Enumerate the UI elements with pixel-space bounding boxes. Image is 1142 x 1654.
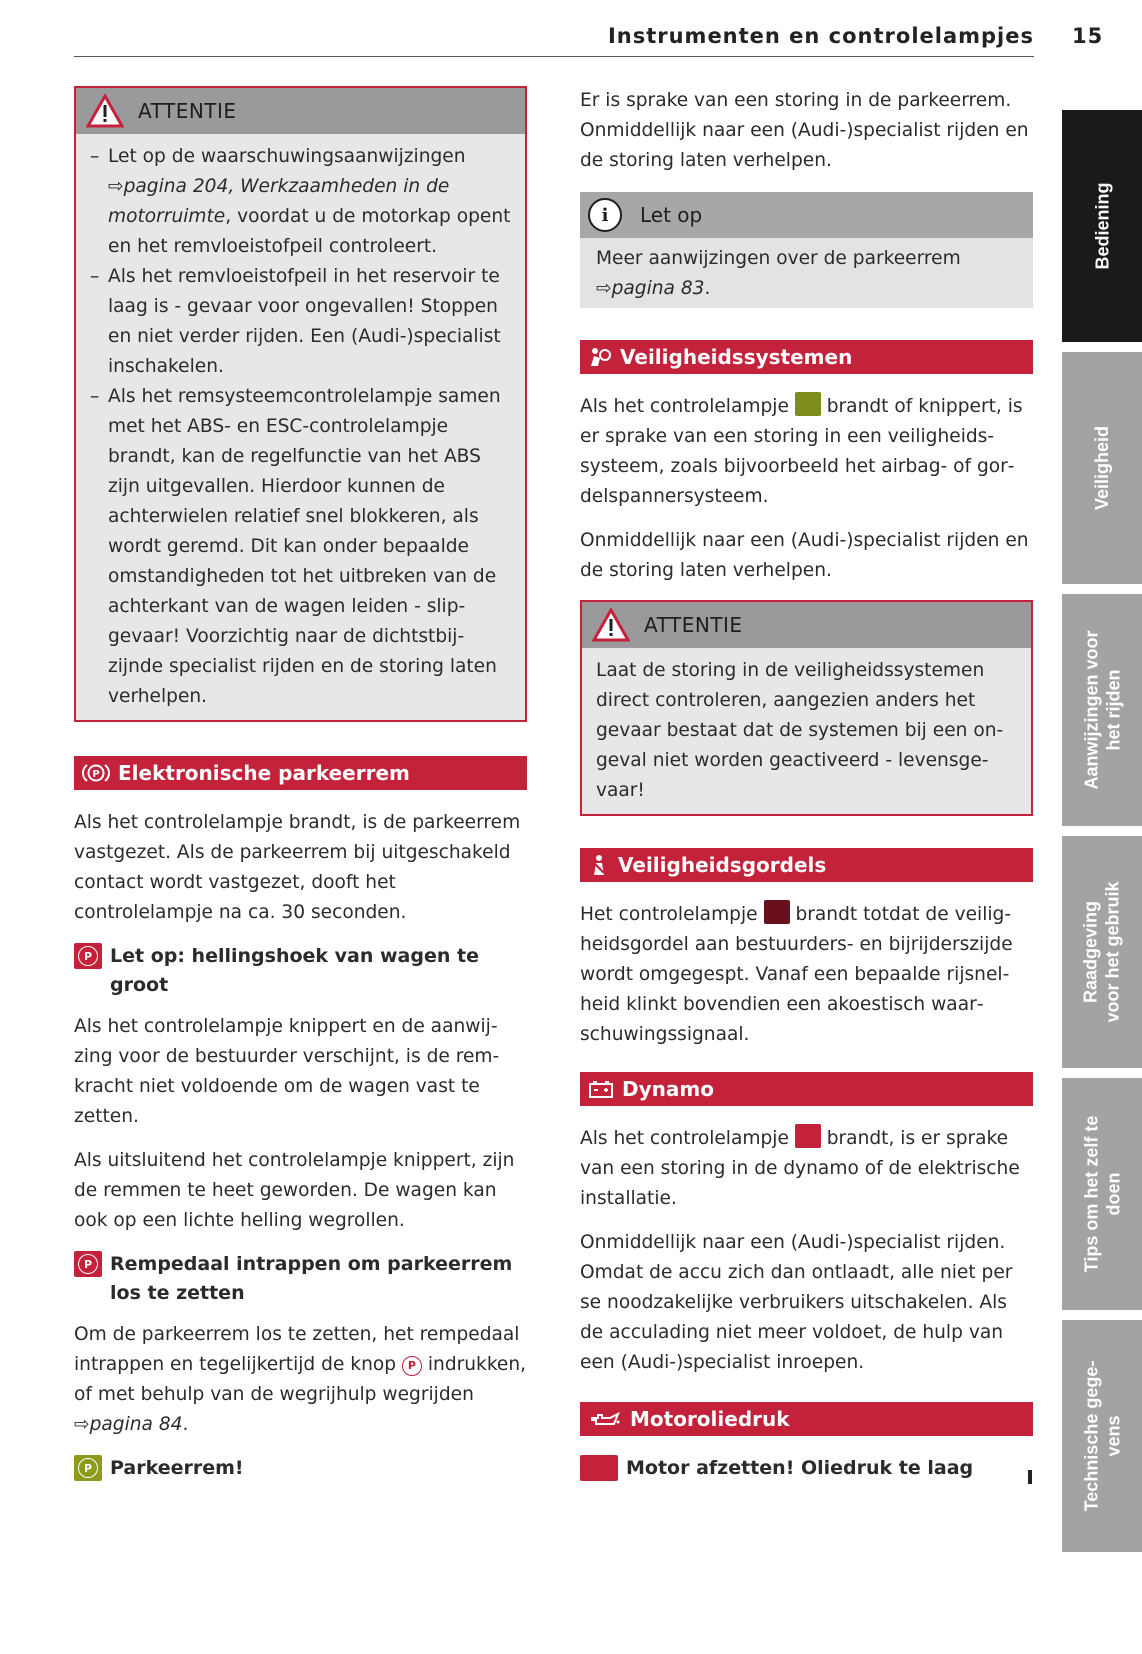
svg-text:P: P [92, 769, 100, 780]
subheading-text: Rempedaal intrappen om parkeerrem los te zetten [110, 1253, 513, 1304]
right-column [580, 86, 1033, 1495]
warning-body: Laat de storing in de veiligheidssystemen direct controleren, aangezien anders het gevaar bestaat dat de systemen bij een ongeval niet worden geactiveerd - levensgevaar! [596, 660, 1004, 801]
note-label: Let op [640, 203, 703, 227]
page-number: 15 [1072, 24, 1104, 48]
info-icon: i [588, 198, 622, 232]
page-reference-link[interactable]: ⇨pagina 204, Werkzaamheden in de motorruimte [108, 176, 450, 227]
warning-label: ATTENTIE [138, 99, 237, 123]
left-column [74, 86, 527, 1495]
paragraph-text: brandt, is er sprake van een storing in de dynamo of de elektrische installatie. [580, 1128, 1020, 1209]
parking-brake-lamp-icon: P [74, 1455, 102, 1481]
header-title: Instrumenten en controlelampjes [607, 24, 1034, 48]
paragraph: Onmiddellijk naar een (Audi-)specialist rijden en de storing laten verhelpen. [580, 530, 1029, 581]
paragraph-text: Als het controlelampje [580, 396, 789, 417]
tab-label: Technische gege- [1081, 1360, 1101, 1512]
section-title: Motoroliedruk [630, 1407, 790, 1431]
tab-tips[interactable] [1062, 1078, 1142, 1310]
warning-header [582, 602, 1031, 648]
tab-label: doen [1103, 1172, 1124, 1216]
tab-label: het rijden [1103, 669, 1124, 751]
seatbelt-lamp-icon [764, 900, 790, 924]
section-header-parking-brake [74, 756, 527, 790]
tab-raadgeving[interactable] [1062, 836, 1142, 1068]
paragraph: Als het controlelampje knippert en de aanwijzing voor de bestuurder verschijnt, is de remkracht niet voldoende om de wagen vast te zetten. [74, 1016, 500, 1127]
oil-can-icon [588, 1410, 622, 1428]
subheading-text: Parkeerrem! [110, 1457, 244, 1479]
warning-triangle-icon [592, 608, 630, 642]
tab-veiligheid[interactable] [1062, 352, 1142, 584]
airbag-lamp-icon [795, 392, 821, 416]
section-header-safety-systems [580, 340, 1033, 374]
warning-item: – Als het remvloeistofpeil in het reservoir te laag is - gevaar voor ongevallen! Stoppen en niet verder rijden. Een (Audi-)specialist inschakelen. [90, 262, 511, 382]
warning-label: ATTENTIE [644, 613, 743, 637]
page-reference-link[interactable]: ⇨pagina 83 [596, 278, 705, 299]
paragraph-text: Het controlelampje [580, 904, 758, 925]
subheading-text: Motor afzetten! Oliedruk te laag [626, 1457, 974, 1479]
warning-item: – Als het remsysteemcontrolelampje samen met het ABS- en ESC-controlelampje brandt, kan de regelfunctie van het ABS zijn uitgevallen. Hierdoor kunnen de achterwielen relatief snel blokkeren, als wordt geremd. Dit kan onder bepaalde omstandigheden tot het uitbreken van de achterkant van de wagen leiden - slipgevaar! Voorzichtig naar de dichtstbijzijnde specialist rijden en de storing laten verhelpen. [90, 382, 511, 712]
tab-label: Tips om het zelf te [1081, 1115, 1102, 1273]
section-header-oil-pressure [580, 1402, 1033, 1436]
warning-header [76, 88, 525, 134]
subheading-text: Let op: hellingshoek van wagen te groot [110, 945, 479, 996]
warning-item-text: Let op de waarschuwingsaanwijzingen [108, 146, 466, 167]
page-header [74, 22, 1034, 57]
section-header-seat-belts [580, 848, 1033, 882]
warning-box-safety [580, 600, 1033, 816]
section-title: Elektronische parkeerrem [118, 761, 410, 785]
parking-button-icon: P [402, 1356, 422, 1376]
tab-label: Veiligheid [1092, 425, 1112, 511]
paragraph [580, 900, 1033, 1050]
seatbelt-icon [588, 854, 610, 876]
subheading-oil [580, 1454, 1033, 1483]
tab-bediening[interactable] [1062, 110, 1142, 342]
oil-lamp-icon [580, 1455, 618, 1481]
tab-technische-gegevens[interactable] [1062, 1320, 1142, 1552]
brake-lamp-icon: P [74, 1251, 102, 1277]
tab-aanwijzingen[interactable] [1062, 594, 1142, 826]
brake-lamp-icon: P [74, 943, 102, 969]
tab-label: Raadgeving [1081, 900, 1101, 1004]
battery-lamp-icon [795, 1124, 821, 1148]
parking-brake-icon [82, 762, 110, 784]
tab-label: voor het gebruik [1103, 881, 1123, 1023]
airbag-icon [588, 346, 612, 368]
section-header-dynamo [580, 1072, 1033, 1106]
subheading-slope [74, 942, 527, 1000]
note-text: Meer aanwijzingen over de parkeerrem [596, 248, 961, 269]
tab-label: vens [1103, 1415, 1123, 1457]
note-box [580, 192, 1033, 308]
subheading-release [74, 1250, 527, 1308]
paragraph: Onmiddellijk naar een (Audi-)specialist rijden. Omdat de accu zich dan ontlaadt, alle niet per se noodzakelijke verbruikers uitschakelen. Als de acculading niet meer voldoet, de hulp van een (Audi-)specialist inroepen. [580, 1232, 1013, 1373]
warning-item [90, 142, 511, 262]
warning-item-text: , voordat u de motorkap opent en het remvloeistofpeil controleert. [108, 206, 511, 257]
warning-box-brake-fluid [74, 86, 527, 722]
tab-label: Bediening [1092, 182, 1113, 270]
battery-icon [588, 1079, 614, 1099]
paragraph: Als uitsluitend het controlelampje knippert, zijn de remmen te heet geworden. De wagen kan ook op een lichte helling wegrollen. [74, 1150, 515, 1231]
paragraph-text: brandt of knippert, is er sprake van een storing in een veiligheidssysteem, zoals bijvoorbeeld het airbag- of gordelspannersysteem. [580, 396, 1023, 507]
note-header [580, 192, 1033, 238]
paragraph-text: indrukken, of met behulp van de wegrijhulp wegrijden [74, 1354, 527, 1405]
paragraph: Als het controlelampje brandt, is de parkeerrem vastgezet. Als de parkeerrem bij uitgeschakeld contact wordt vastgezet, dooft het controlelampje na ca. 30 seconden. [74, 812, 521, 923]
continue-marker [1028, 1470, 1032, 1484]
paragraph-text: Om de parkeerrem los te zetten, het rempedaal intrappen en tegelijkertijd de knop [74, 1324, 520, 1375]
page-reference-link[interactable]: ⇨pagina 84 [74, 1414, 183, 1435]
section-title: Dynamo [622, 1077, 714, 1101]
warning-body [76, 134, 525, 720]
paragraph [580, 392, 1033, 512]
paragraph-text: Als het controlelampje [580, 1128, 789, 1149]
paragraph: Om de parkeerrem los te zetten, het rempedaal intrappen en tegelijkertijd de knop P indrukken, of met behulp van de wegrijhulp wegrijden ⇨pagina 84. [74, 1324, 527, 1435]
paragraph [580, 1124, 1033, 1214]
paragraph-text: brandt totdat de veiligheidsgordel aan bestuurders- en bijrijderszijde wordt omgegespt. Vanaf een bepaalde rijsnelheid klinkt bovendien een akoestisch waarschuwingssignaal. [580, 904, 1013, 1045]
section-title: Veiligheidssystemen [620, 345, 853, 369]
section-title: Veiligheidsgordels [618, 853, 827, 877]
warning-triangle-icon [86, 94, 124, 128]
paragraph: Er is sprake van een storing in de parkeerrem. Onmiddellijk naar een (Audi-)specialist rijden en de storing laten verhelpen. [580, 90, 1029, 171]
note-body: Meer aanwijzingen over de parkeerrem ⇨pagina 83. [596, 248, 961, 299]
subheading-parking-brake [74, 1454, 527, 1483]
tab-label: Aanwijzingen voor [1081, 630, 1102, 790]
